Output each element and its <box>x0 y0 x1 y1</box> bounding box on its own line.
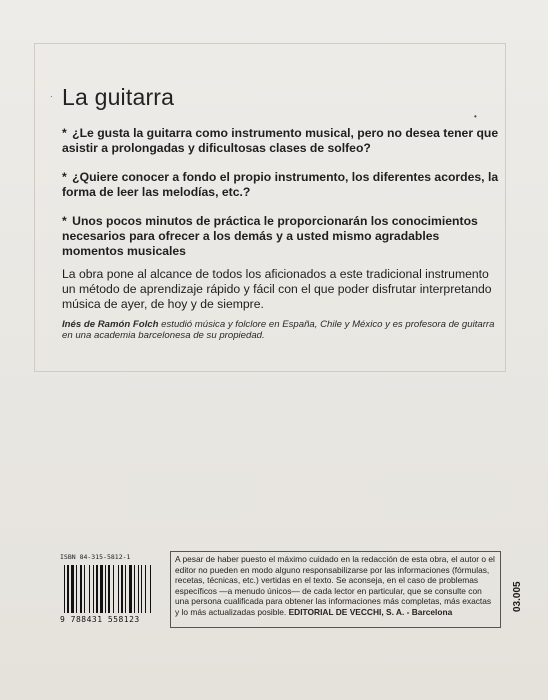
barcode-stripe <box>89 565 90 613</box>
bullet-item: * Unos pocos minutos de práctica le proporcionarán los conocimientos necesarios para ofrecer a los demás y a usted mismo agradables momentos musicales <box>62 214 478 258</box>
barcode-stripe <box>96 565 98 613</box>
barcode-stripe <box>93 565 94 613</box>
description-paragraph: La obra pone al alcance de todos los aficionados a este tradicional instrumento un método de aprendizaje rápido y fácil con el que poder disfrutar interpretando música de ayer, de hoy y de siempre. <box>62 267 492 311</box>
bullet-item: * ¿Le gusta la guitarra como instrumento musical, pero no desea tener que asistir a prolongadas y dificultosas clases de solfeo? <box>62 126 499 155</box>
star-icon: * <box>62 214 67 228</box>
barcode-stripe <box>145 565 146 613</box>
isbn-label: ISBN 84-315-5812-1 <box>60 553 131 561</box>
barcode <box>64 565 166 613</box>
decorative-dot: • <box>474 112 477 121</box>
disclaimer-text: A pesar de haber puesto el máximo cuidado en la redacción de esta obra, el autor o el editor no pueden en modo alguno responsabilizarse por las informaciones (fórmulas, recetas, técnicas, etc.) vertidas en el texto. Se aconseja, en el caso de problemas específicos —a menudo únicos— de cada lector en particular, que se consulte con una persona cualificada para obtener las informaciones más completas, más exactas y lo más actualizadas posible. <box>175 554 495 617</box>
bullet-item: * ¿Quiere conocer a fondo el propio instrumento, los diferentes acordes, la forma de leer las melodías, etc.? <box>62 170 499 199</box>
disclaimer-box <box>170 551 501 628</box>
barcode-digits: 9 788431 558123 <box>60 615 140 624</box>
barcode-stripe <box>108 565 110 613</box>
barcode-stripe <box>134 565 135 613</box>
barcode-stripe <box>76 565 77 613</box>
barcode-stripe <box>138 565 139 613</box>
barcode-stripe <box>125 565 126 613</box>
barcode-stripe <box>84 565 85 613</box>
author-name: Inés de Ramón Folch <box>62 319 159 330</box>
barcode-stripe <box>113 565 114 613</box>
author-note <box>62 319 502 341</box>
barcode-area <box>60 553 170 633</box>
barcode-stripe <box>150 565 151 613</box>
barcode-stripe <box>121 565 123 613</box>
barcode-stripe <box>141 565 142 613</box>
barcode-stripe <box>118 565 119 613</box>
star-icon: * <box>62 126 67 140</box>
author-bio: estudió música y folclore en España, Chile y México y es profesora de guitarra en una academia barcelonesa de su propiedad. <box>62 319 495 341</box>
barcode-stripe <box>129 565 132 613</box>
barcode-stripe <box>67 565 69 613</box>
book-title: La guitarra <box>62 84 175 110</box>
star-icon: * <box>62 170 67 184</box>
barcode-stripe <box>64 565 65 613</box>
barcode-stripe <box>100 565 103 613</box>
barcode-stripe <box>71 565 74 613</box>
publisher-name: EDITORIAL DE VECCHI, S. A. - Barcelona <box>288 606 453 617</box>
barcode-stripe <box>105 565 106 613</box>
bullet-list <box>62 126 502 273</box>
decorative-dot: · <box>50 92 53 101</box>
catalog-code: 03.005 <box>512 581 523 612</box>
barcode-stripe <box>80 565 82 613</box>
